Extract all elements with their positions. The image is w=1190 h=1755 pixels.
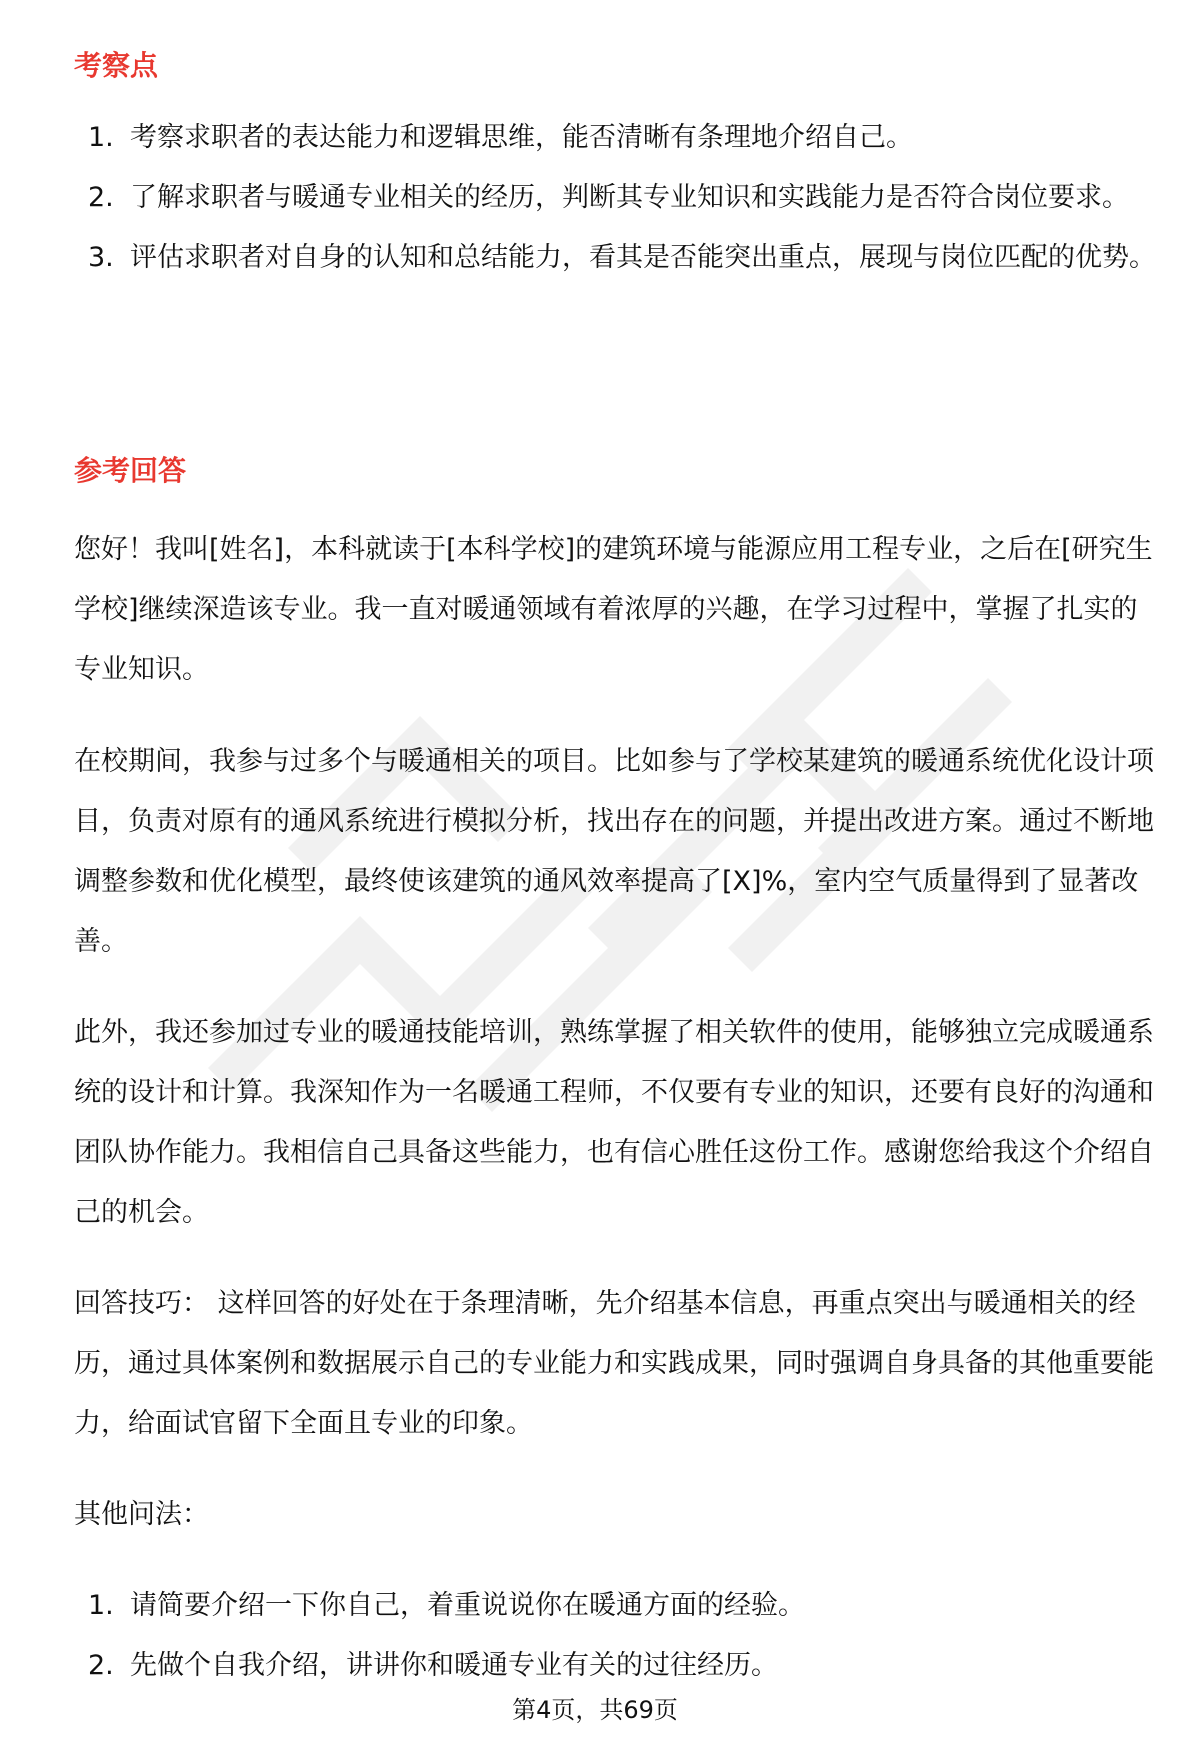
list-item [74, 168, 1164, 228]
list-item-text: 考察求职者的表达能力和逻辑思维，能否清晰有条理地介绍自己。 [130, 122, 913, 153]
section-title-points: 考察点 [74, 49, 159, 82]
other-questions-title: 其他问法： [74, 1499, 209, 1530]
list-item-text: 评估求职者对自身的认知和总结能力，看其是否能突出重点，展现与岗位匹配的优势。 [130, 242, 1156, 273]
list-item-text: 了解求职者与暖通专业相关的经历，判断其专业知识和实践能力是否符合岗位要求。 [130, 182, 1129, 213]
list-number: 3. [88, 242, 114, 273]
list-item [74, 1576, 1164, 1636]
answer-paragraph: 此外，我还参加过专业的暖通技能培训，熟练掌握了相关软件的使用，能够独立完成暖通系统的设计和计算。我深知作为一名暖通工程师，不仅要有专业的知识，还要有良好的沟通和团队协作能力。我相信自己具备这些能力，也有信心胜任这份工作。感谢您给我这个介绍自己的机会。 [74, 1017, 1154, 1228]
list-number: 1. [88, 122, 114, 153]
section-title-answer: 参考回答 [74, 454, 187, 487]
page-number-footer: 第4页，共69页 [512, 1696, 678, 1724]
answer-paragraph: 您好！我叫[姓名]，本科就读于[本科学校]的建筑环境与能源应用工程专业，之后在[研究生学校]继续深造该专业。我一直对暖通领域有着浓厚的兴趣，在学习过程中，掌握了扎实的专业知识。 [74, 534, 1153, 685]
answer-paragraph: 在校期间，我参与过多个与暖通相关的项目。比如参与了学校某建筑的暖通系统优化设计项目，负责对原有的通风系统进行模拟分析，找出存在的问题，并提出改进方案。通过不断地调整参数和优化模型，最终使该建筑的通风效率提高了[X]%，室内空气质量得到了显著改善。 [74, 746, 1154, 957]
list-item [74, 1636, 1164, 1696]
list-item-text: 先做个自我介绍，讲讲你和暖通专业有关的过往经历。 [130, 1650, 778, 1681]
other-questions-list [74, 1576, 1164, 1696]
list-number: 1. [88, 1590, 114, 1621]
points-list [74, 108, 1164, 288]
list-item [74, 228, 1164, 288]
answer-tips: 回答技巧： 这样回答的好处在于条理清晰，先介绍基本信息，再重点突出与暖通相关的经历，通过具体案例和数据展示自己的专业能力和实践成果，同时强调自身具备的其他重要能力，给面试官留下全面且专业的印象。 [74, 1288, 1154, 1439]
list-number: 2. [88, 182, 114, 213]
list-item [74, 108, 1164, 168]
list-item-text: 请简要介绍一下你自己，着重说说你在暖通方面的经验。 [130, 1590, 805, 1621]
list-number: 2. [88, 1650, 114, 1681]
